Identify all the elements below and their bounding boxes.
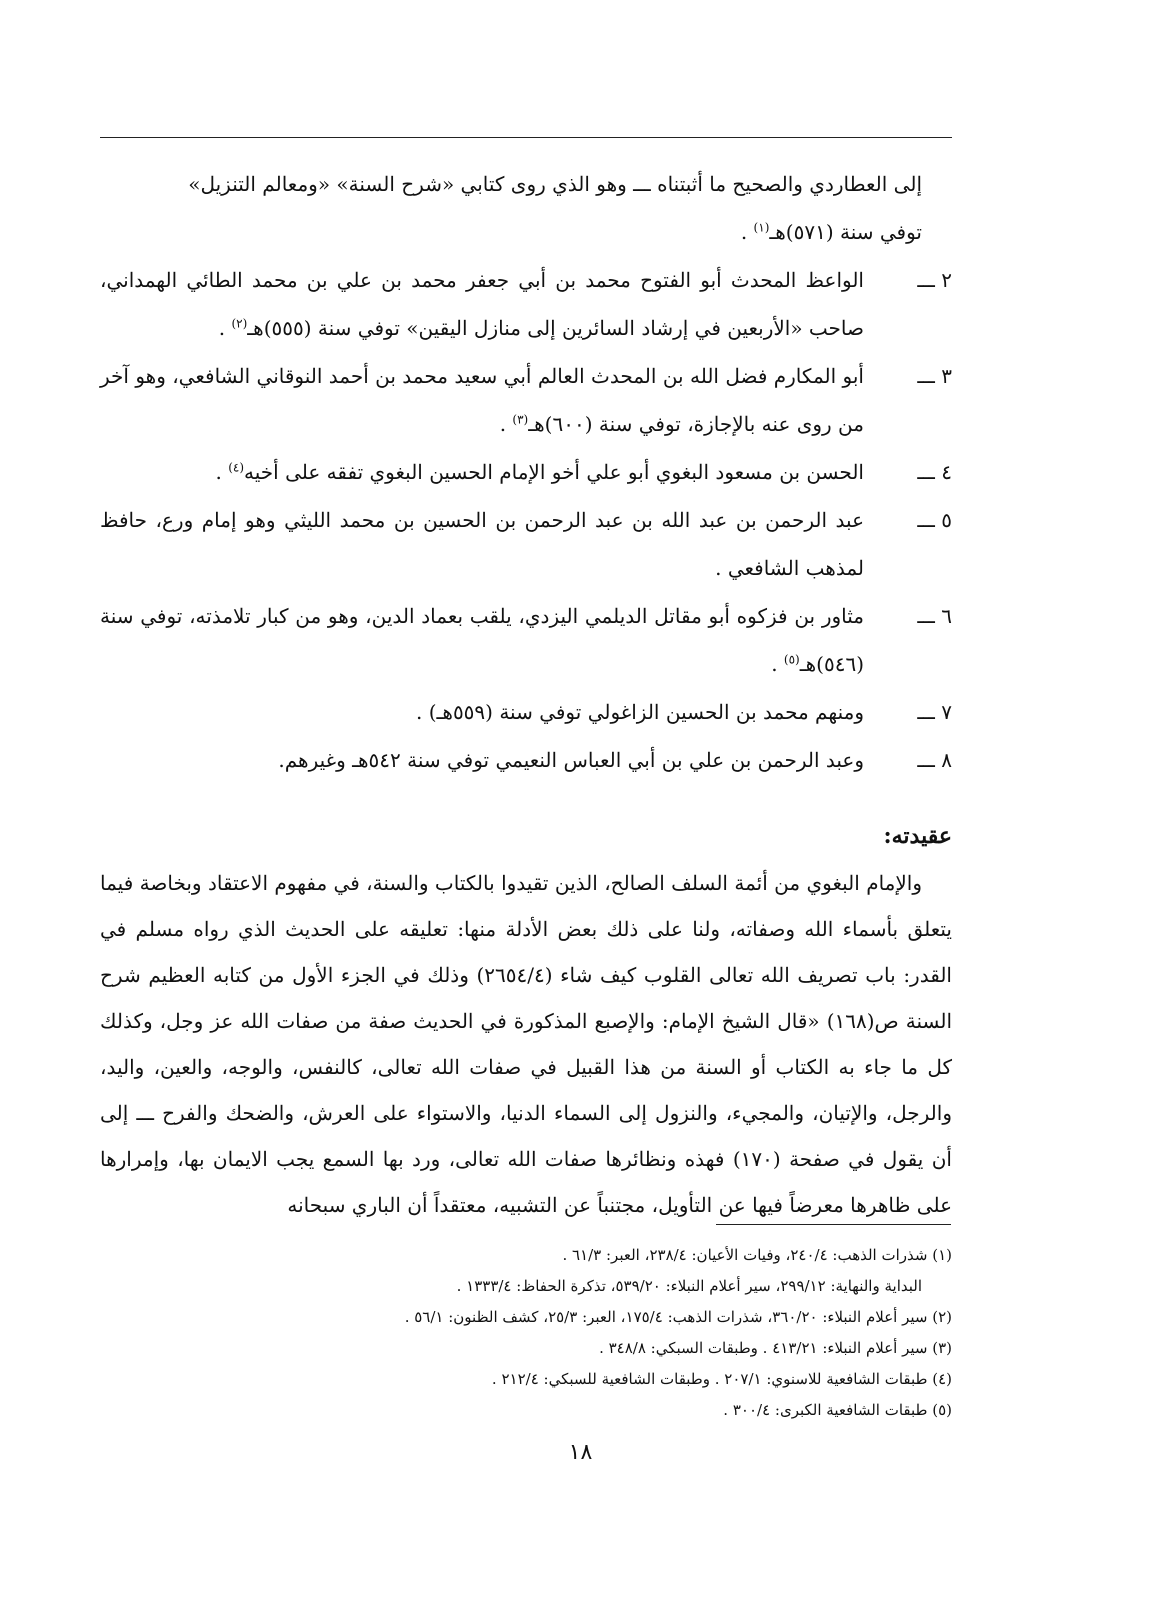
header-rule (100, 137, 952, 138)
footnote-ref: (٥) (783, 652, 800, 667)
list-item (100, 352, 952, 448)
footnote-line: (٤) طبقات الشافعية للاسنوي: ٢٠٧/١ . وطبقات الشافعية للسبكي: ٢١٢/٤ . (491, 1370, 952, 1388)
list-item (100, 496, 952, 592)
list-item-text: أبو المكارم فضل الله بن المحدث العالم أبي سعيد محمد بن أحمد النوقاني الشافعي، وهو آخر من روى عنه بالإجازة، توفي سنة (٦٠٠)هـ$^{(٣)}$ . (100, 364, 864, 436)
list-item (100, 736, 952, 784)
page-number: ١٨ (568, 1440, 593, 1465)
footnote-line: (٢) سير أعلام النبلاء: ٣٦٠/٢٠، شذرات الذهب: ١٧٥/٤، العبر: ٢٥/٣، كشف الظنون: ٥٦/١ . (404, 1308, 952, 1326)
footnote-line: البداية والنهاية: ٢٩٩/١٢، سير أعلام النبلاء: ٥٣٩/٢٠، تذكرة الحفاظ: ١٣٣٣/٤ . (456, 1277, 922, 1295)
footnote-ref: (٣) (512, 412, 529, 427)
list-item (100, 256, 952, 352)
continuation-line: إلى العطاردي والصحيح ما أثبتناه ـــ وهو الذي روى كتابي «شرح السنة» «ومعالم التنزيل» (188, 172, 922, 196)
list-item (100, 448, 952, 496)
footnote-line: (٥) طبقات الشافعية الكبرى: ٣٠٠/٤ . (723, 1401, 952, 1419)
list-item-text: الحسن بن مسعود البغوي أبو علي أخو الإمام الحسين البغوي تفقه على أخيه$^{(٤)}$ . (215, 460, 864, 484)
list-item-text: مثاور بن فزكوه أبو مقاتل الديلمي اليزدي، يلقب بعماد الدين، وهو من كبار تلامذته، توفي سنة (٥٤٦)هـ$^{(٥)}$ . (100, 604, 864, 676)
footnote-line: (٣) سير أعلام النبلاء: ٤١٣/٢١ . وطبقات السبكي: ٣٤٨/٨ . (599, 1339, 952, 1357)
footnote-ref: (١) (753, 220, 770, 235)
list-item-text: ومنهم محمد بن الحسين الزاغولي توفي سنة (٥٥٩هـ) . (416, 700, 864, 724)
body-paragraph: والإمام البغوي من أئمة السلف الصالح، الذين تقيدوا بالكتاب والسنة، في مفهوم الاعتقاد وبخاصة فيما يتعلق بأسماء الله وصفاته، ولنا على ذلك بعض الأدلة منها: تعليقه على الحديث الذي رواه مسلم في القدر: باب تصريف الله تعالى القلوب كيف شاء (٢٦٥٤/٤) وذلك في الجزء الأول من كتابه العظيم شرح السنة ص(١٦٨) «قال الشيخ الإمام: والإصبع المذكورة في الحديث صفة من صفات الله عز وجل، وكذلك كل ما جاء به الكتاب أو السنة من هذا القبيل في صفات الله تعالى، كالنفس، والوجه، والعين، واليد، والرجل، والإتيان، والمجيء، والنزول إلى السماء الدنيا، والاستواء على العرش، والضحك والفرح ـــ إلى أن يقول في صفحة (١٧٠) فهذه ونظائرها صفات الله تعالى، ورد بها السمع يجب الايمان بها، وإمرارها على ظاهرها معرضاً فيها عن التأويل، مجتنباً عن التشبيه، معتقداً أن الباري سبحانه (100, 871, 953, 1217)
footnotes (180, 1240, 952, 1426)
continuation-line: توفي سنة (٥٧١)هـ$^{(١)}$ . (740, 220, 922, 244)
list-item-number: ٧ ـــ (917, 700, 952, 724)
section-heading: عقيدته: (883, 823, 952, 849)
list-item-number: ٤ ـــ (917, 460, 952, 484)
list-item-text: الواعظ المحدث أبو الفتوح محمد بن أبي جعفر محمد بن علي بن محمد الطائي الهمداني، صاحب «الأربعين في إرشاد السائرين إلى منازل اليقين» توفي سنة (٥٥٥)هـ$^{(٢)}$ . (100, 268, 864, 340)
list-item-text: عبد الرحمن بن عبد الله بن عبد الرحمن بن الحسين بن محمد الليثي وهو إمام ورع، حافظ لمذهب الشافعي . (100, 508, 864, 580)
list-item (100, 592, 952, 688)
list-item-number: ٢ ـــ (917, 268, 952, 292)
footnote-ref: (٤) (228, 460, 245, 475)
list-item-text: وعبد الرحمن بن علي بن أبي العباس النعيمي توفي سنة ٥٤٢هـ وغيرهم. (278, 748, 864, 772)
list-item-number: ٦ ـــ (917, 604, 952, 628)
footnote-line: (١) شذرات الذهب: ٢٤٠/٤، وفيات الأعيان: ٢٣٨/٤، العبر: ٦١/٣ . (562, 1246, 952, 1264)
list-item-number: ٥ ـــ (917, 508, 952, 532)
main-text (100, 160, 952, 1228)
students-list (100, 256, 952, 784)
list-item-number: ٣ ـــ (917, 364, 952, 388)
list-item-number: ٨ ـــ (917, 748, 952, 772)
footnote-rule (716, 1224, 951, 1225)
footnote-ref: (٢) (231, 316, 248, 331)
list-item (100, 688, 952, 736)
